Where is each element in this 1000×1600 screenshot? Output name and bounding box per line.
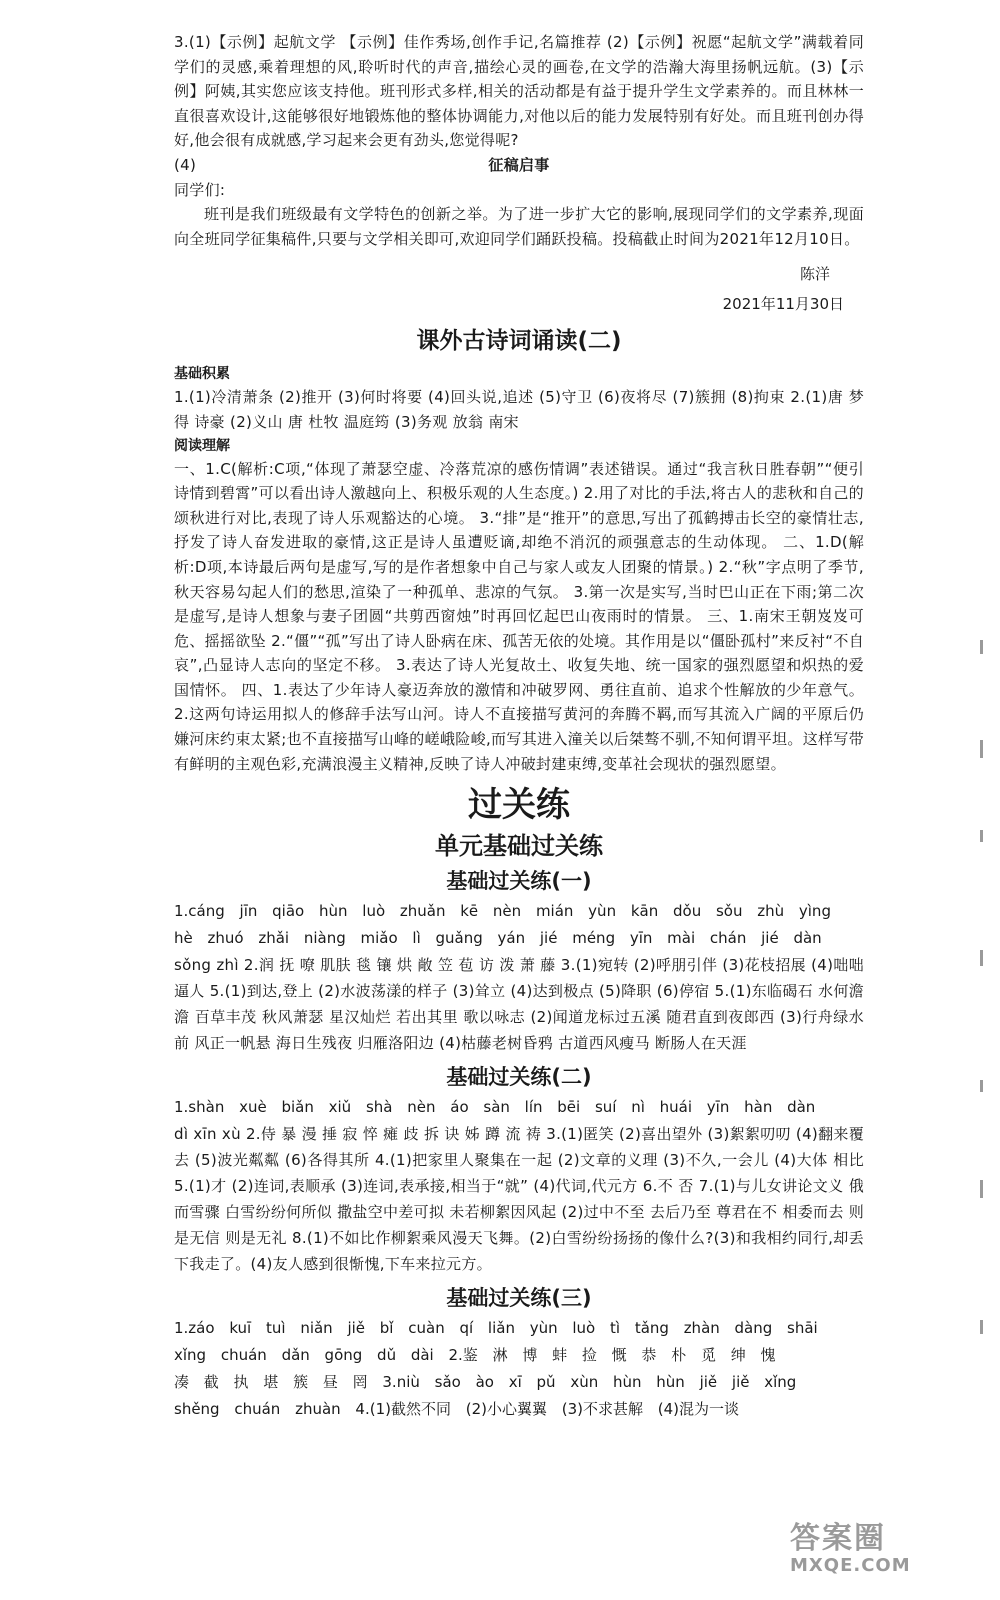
ex3-line-4: shěng chuán zhuàn 4.(1)截然不同 (2)小心翼翼 (3)不求甚解 (4)混为一谈 — [174, 1400, 740, 1419]
watermark — [790, 1522, 980, 1580]
basic-label: 基础积累 — [174, 366, 230, 383]
ex2-title: 基础过关练(二) — [446, 1065, 592, 1090]
answer-page — [174, 30, 864, 1423]
watermark-url: MXQE.COM — [790, 1555, 911, 1576]
page-edge-marks — [966, 620, 1000, 1440]
watermark-logo: 答案圈 — [790, 1521, 886, 1556]
ex1-pinyin-line-1: 1.cáng jīn qiāo hùn luò zhuǎn kē nèn mián yùn kān dǒu sǒu zhù yìng — [174, 902, 831, 921]
q4-label: (4) — [174, 155, 197, 174]
notice-date: 2021年11月30日 — [722, 295, 844, 314]
ex3-pinyin-line-1: 1.záo kuī tuì niǎn jiě bǐ cuàn qí liǎn yùn luò tì tǎng zhàn dàng shāi — [174, 1319, 818, 1338]
q3-answer-text: 3.(1)【示例】起航文学 【示例】佳作秀场,创作手记,名篇推荐 (2)【示例】祝愿“起航文学”满载着同学们的灵感,乘着理想的风,聆听时代的声音,描绘心灵的画卷,在文学的浩瀚大海里扬帆远航。(3)【示例】阿姨,其实您应该支持他。班刊形式多样,相关的活动都是有益于提升学生文学素养的。而且林林一直很喜欢设计,这能够很好地锻炼他的整体协调能力,对他以后的能力发展特别有好处。而且班刊创办得好,他会很有成就感,学习起来会更有劲头,您觉得呢? — [174, 33, 864, 150]
reading-answers: 一、1.C(解析:C项,“体现了萧瑟空虚、冷落荒凉的感伤情调”表述错误。通过“我言秋日胜春朝”“便引诗情到碧霄”可以看出诗人激越向上、积极乐观的人生态度。) 2.用了对比的手法,将古人的悲秋和自己的颂秋进行对比,表现了诗人乐观豁达的心境。 3.“排”是“推开”的意思,写出了孤鹤搏击长空的豪情壮志,抒发了诗人奋发进取的豪情,这正是诗人虽遭贬谪,却绝不消沉的顽强意志的生动体现。 二、1.D(解析:D项,本诗最后两句是虚写,写的是作者想象中自己与家人或友人团聚的情景。) 2.“秋”字点明了季节,秋天容易勾起人们的愁思,渲染了一种孤单、悲凉的气氛。 3.第一次是实写,当时巴山正在下雨;第二次是虚写,是诗人想象与妻子团圆“共剪西窗烛”时再回忆起巴山夜雨时的情景。 三、1.南宋王朝岌岌可危、摇摇欲坠 2.“僵”“孤”写出了诗人卧病在床、孤苦无依的处境。其作用是以“僵卧孤村”来反衬“不自哀”,凸显诗人志向的坚定不移。 3.表达了诗人光复故土、收复失地、统一国家的强烈愿望和炽热的爱国情怀。 四、1.表达了少年诗人豪迈奔放的激情和冲破罗网、勇往直前、追求个性解放的少年意气。 2.这两句诗运用拟人的修辞手法写山河。诗人不直接描写黄河的奔腾不羁,而写其流入广阔的平原后仍嫌河床约束太紧;也不直接描写山峰的嵯峨险峻,而写其进入潼关以后桀骜不驯,不知何谓平坦。这样写带有鲜明的主观色彩,充满浪漫主义精神,反映了诗人冲破封建束缚,变革社会现状的强烈愿望。 — [174, 459, 864, 773]
ex3-line-3: 凑 截 执 堪 簇 昼 罔 3.niù sǎo ào xī pǔ xùn hùn hùn jiě jiě xǐng — [174, 1373, 797, 1392]
ex1-answers: sǒng zhì 2.润 抚 嘹 肌肤 毯 镶 烘 敞 笠 苞 访 泼 萧 藤 3.(1)宛转 (2)呼朋引伴 (3)花枝招展 (4)咄咄逼人 5.(1)到达,登上 (2)水波荡漾的样子 (3)耸立 (4)达到极点 (5)降职 (6)停宿 5.(1)东临碣石 水何澹澹 百草丰茂 秋风萧瑟 星汉灿烂 若出其里 歌以咏志 (2)闻道龙标过五溪 随君直到夜郎西 (3)行舟绿水前 风正一帆悬 海日生残夜 归雁洛阳边 (4)枯藤老树昏鸦 古道西风瘦马 断肠人在天涯 — [174, 956, 864, 1053]
basic-answers: 1.(1)冷清萧条 (2)推开 (3)何时将要 (4)回头说,追述 (5)守卫 (6)夜将尽 (7)簇拥 (8)拘束 2.(1)唐 梦得 诗豪 (2)义山 唐 杜牧 温庭筠 (3)务观 放翁 南宋 — [174, 388, 864, 431]
practice-subtitle: 单元基础过关练 — [435, 832, 603, 861]
notice-title: 征稿启事 — [488, 155, 550, 174]
notice-salutation: 同学们: — [174, 180, 226, 199]
q4-row — [174, 153, 864, 178]
notice-signature: 陈洋 — [799, 265, 830, 284]
ex2-pinyin-line-1: 1.shàn xuè biǎn xiǔ shà nèn áo sàn lín bēi suí nì huái yīn hàn dàn — [174, 1098, 816, 1117]
ex3-title: 基础过关练(三) — [446, 1286, 592, 1311]
notice-body: 班刊是我们班级最有文学特色的创新之举。为了进一步扩大它的影响,展现同学们的文学素养,现面向全班同学征集稿件,只要与文学相关即可,欢迎同学们踊跃投稿。投稿截止时间为2021年12月10日。 — [174, 205, 864, 248]
poetry-title: 课外古诗词诵读(二) — [416, 328, 622, 355]
reading-label: 阅读理解 — [174, 437, 230, 454]
ex3-pinyin-line-2: xǐng chuán dǎn gōng dǔ dài 2.鉴 淋 博 蚌 捡 慨 恭 朴 觅 绅 愧 — [174, 1346, 776, 1365]
ex2-answers: dì xīn xù 2.侍 暴 漫 捶 寂 悴 瘫 歧 拆 诀 姊 蹲 流 祷 3.(1)匿笑 (2)喜出望外 (3)絮絮叨叨 (4)翻来覆去 (5)波光粼粼 (6)各得其所 4.(1)把家里人聚集在一起 (2)文章的义理 (3)不久,一会儿 (4)大体 相比 5.(1)才 (2)连词,表顺承 (3)连词,表承接,相当于“就” (4)代词,代元方 6.不 否 7.(1)与儿女讲论文义 俄而雪骤 白雪纷纷何所似 撒盐空中差可拟 未若柳絮因风起 (2)过中不至 去后乃至 尊君在不 相委而去 则是无信 则是无礼 8.(1)不如比作柳絮乘风漫天飞舞。(2)白雪纷纷扬扬的像什么?(3)和我相约同行,却丢下我走了。(4)友人感到很惭愧,下车来拉元方。 — [174, 1125, 864, 1274]
ex1-pinyin-line-2: hè zhuó zhǎi niàng miǎo lì guǎng yán jié méng yīn mài chán jié dàn — [174, 929, 822, 948]
ex1-title: 基础过关练(一) — [446, 869, 592, 894]
practice-title: 过关练 — [468, 785, 570, 826]
